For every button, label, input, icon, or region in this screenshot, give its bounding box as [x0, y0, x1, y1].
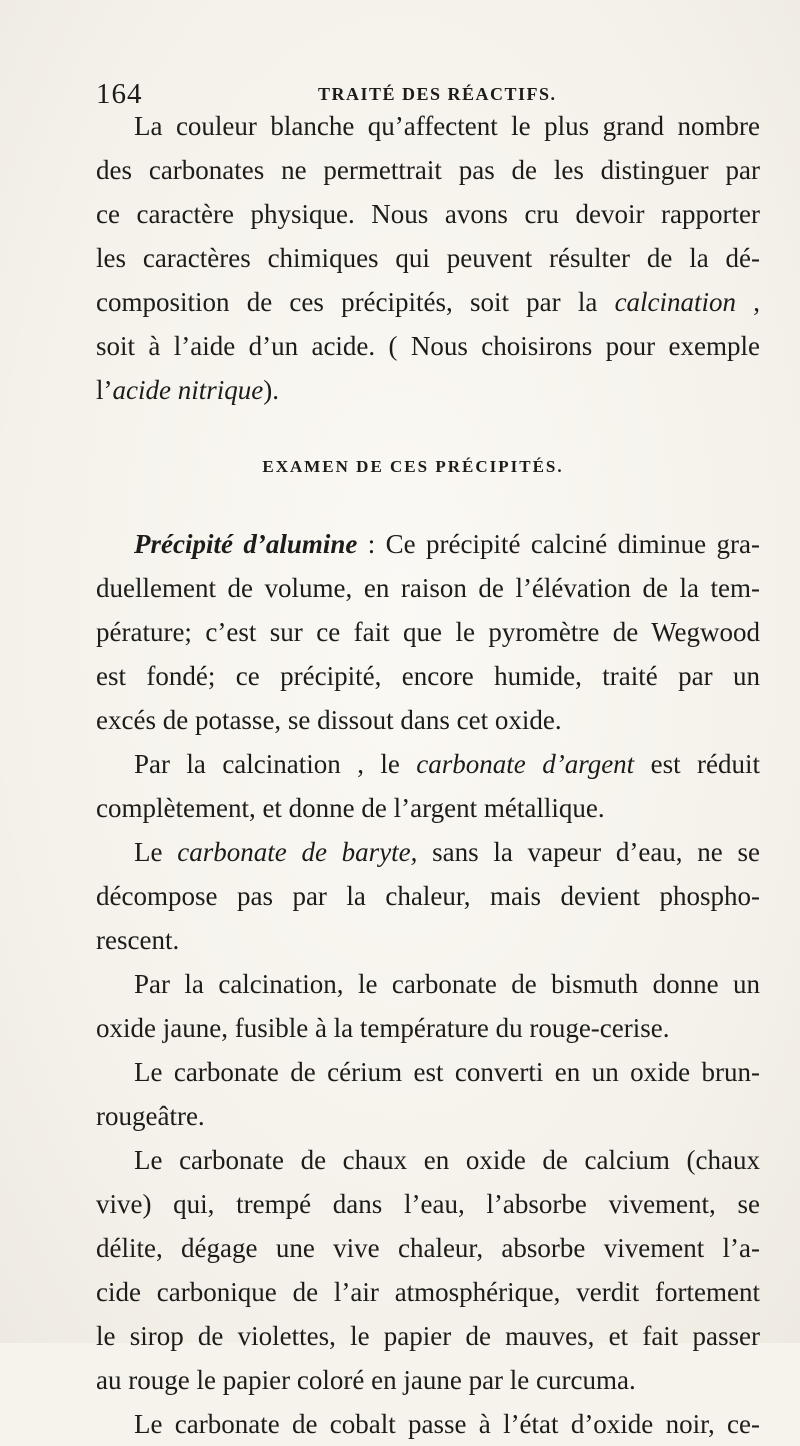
body-text — [96, 104, 760, 1446]
text-line — [96, 522, 760, 566]
text-run: , — [753, 287, 760, 317]
text-line — [96, 830, 760, 874]
text-line — [96, 280, 760, 324]
text-line: Le carbonate de chaux en oxide de calcium (chaux — [134, 1145, 760, 1175]
page-number: 164 — [96, 78, 143, 110]
text-run: composition de ces précipités, soit par la — [96, 287, 598, 317]
text-line: complètement, et donne de l’argent métallique. — [96, 793, 605, 823]
text-line: Le carbonate de cérium est converti en un oxide brun- — [134, 1057, 760, 1087]
text-line: délite, dégage une vive chaleur, absorbe vivement l’a- — [96, 1233, 760, 1263]
italic-term: carbonate d’argent — [416, 749, 635, 779]
text-line: rescent. — [96, 925, 180, 955]
text-line — [96, 368, 760, 412]
italic-term: calcination — [614, 287, 737, 317]
text-run: sans la vapeur d’eau, ne se — [432, 837, 761, 867]
text-line: vive) qui, trempé dans l’eau, l’absorbe vivement, se — [96, 1189, 760, 1219]
text-line: décompose pas par la chaleur, mais devient phospho- — [96, 881, 760, 911]
text-line: Par la calcination, le carbonate de bismuth donne un — [134, 969, 760, 999]
text-line: ce caractère physique. Nous avons cru devoir rapporter — [96, 199, 760, 229]
text-run: Le — [134, 837, 163, 867]
text-line: les caractères chimiques qui peuvent résulter de la dé- — [96, 243, 760, 273]
text-run: Par la calcination , le — [134, 749, 400, 779]
text-line: est fondé; ce précipité, encore humide, traité par un — [96, 661, 760, 691]
text-line: duellement de volume, en raison de l’élévation de la tem- — [96, 573, 760, 603]
text-line: rougeâtre. — [96, 1101, 205, 1131]
text-line: oxide jaune, fusible à la température du rouge-cerise. — [96, 1013, 670, 1043]
text-line: au rouge le papier coloré en jaune par le curcuma. — [96, 1365, 636, 1395]
text-line: le sirop de violettes, le papier de mauves, et fait passer — [96, 1321, 760, 1351]
text-line: pérature; c’est sur ce fait que le pyromètre de Wegwood — [96, 617, 760, 647]
section-heading: EXAMEN DE CES PRÉCIPITÉS. — [262, 457, 564, 476]
text-line: soit à l’aide d’un acide. ( Nous choisirons pour exemple — [96, 331, 760, 361]
text-line: Le carbonate de cobalt passe à l’état d’oxide noir, ce- — [134, 1409, 760, 1439]
text-run: est réduit — [650, 749, 761, 779]
text-line: cide carbonique de l’air atmosphérique, verdit fortement — [96, 1277, 760, 1307]
running-head: TRAITÉ DES RÉACTIFS. — [318, 84, 557, 104]
bold-italic-term: Précipité d’alumine — [134, 529, 358, 559]
text-line: excés de potasse, se dissout dans cet oxide. — [96, 705, 562, 735]
text-run: l’ — [96, 375, 113, 405]
italic-term: carbonate de baryte, — [177, 837, 418, 867]
text-line — [96, 742, 760, 786]
text-run: ). — [263, 375, 279, 405]
text-line: La couleur blanche qu’affectent le plus grand nombre — [134, 111, 760, 141]
italic-term: acide nitrique — [112, 375, 264, 405]
text-run: : Ce précipité calciné diminue gra- — [357, 529, 760, 559]
text-line: des carbonates ne permettrait pas de les distinguer par — [96, 155, 760, 185]
